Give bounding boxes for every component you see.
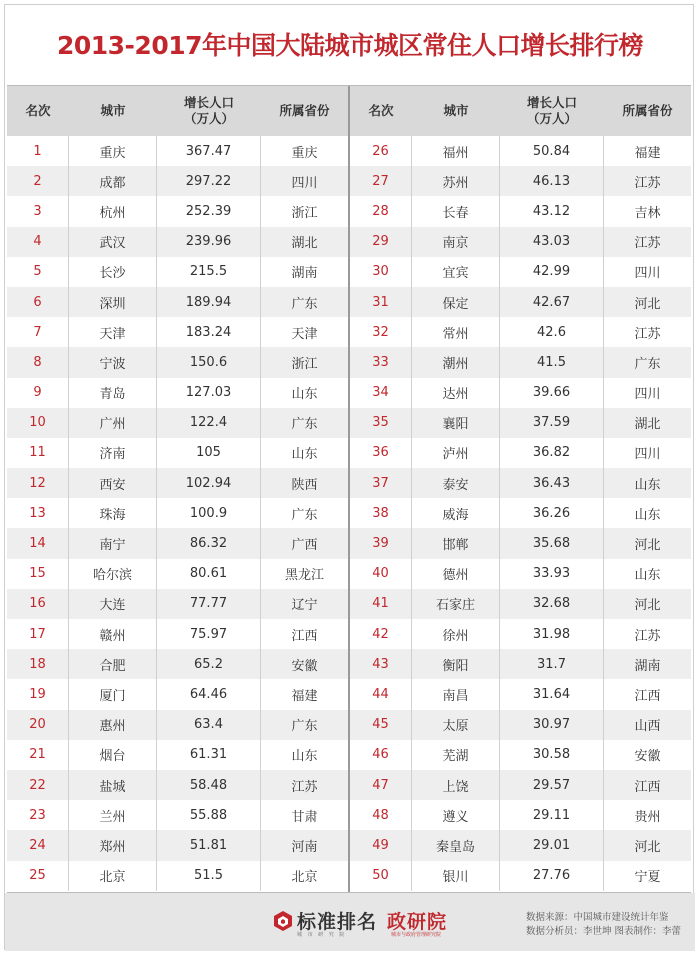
rank-cell: 42 bbox=[350, 619, 412, 649]
rank-cell: 36 bbox=[350, 438, 412, 468]
rank-cell: 49 bbox=[350, 830, 412, 860]
province-cell: 山西 bbox=[634, 719, 661, 735]
city-cell: 德州 bbox=[412, 559, 500, 589]
rank-cell: 12 bbox=[7, 468, 69, 498]
growth-cell: 239.96 bbox=[157, 227, 261, 257]
table-row bbox=[350, 287, 691, 317]
growth-cell: 63.4 bbox=[157, 710, 261, 740]
header-province: 所属省份 bbox=[279, 103, 330, 118]
table-row bbox=[7, 196, 348, 226]
table-row bbox=[7, 166, 348, 196]
header-rank: 名次 bbox=[25, 103, 51, 118]
header-growth-line1: 增长人口 bbox=[526, 95, 577, 110]
rank-cell: 44 bbox=[350, 679, 412, 709]
table-row bbox=[7, 408, 348, 438]
header-province: 所属省份 bbox=[622, 103, 673, 118]
province-cell: 山东 bbox=[634, 477, 661, 493]
growth-cell: 33.93 bbox=[500, 559, 604, 589]
rank-cell: 16 bbox=[7, 589, 69, 619]
growth-cell: 32.68 bbox=[500, 589, 604, 619]
province-cell: 河北 bbox=[634, 538, 661, 554]
rank-cell: 18 bbox=[7, 649, 69, 679]
table-row bbox=[350, 770, 691, 800]
province-cell: 山东 bbox=[634, 568, 661, 584]
city-cell: 宜宾 bbox=[412, 257, 500, 287]
province-cell: 江西 bbox=[634, 779, 661, 795]
table-row bbox=[350, 166, 691, 196]
rank-cell: 28 bbox=[350, 196, 412, 226]
table-row bbox=[350, 679, 691, 709]
growth-cell: 252.39 bbox=[157, 196, 261, 226]
province-cell: 河北 bbox=[634, 839, 661, 855]
table-row bbox=[7, 438, 348, 468]
rank-cell: 13 bbox=[7, 498, 69, 528]
table-row bbox=[350, 649, 691, 679]
growth-cell: 297.22 bbox=[157, 166, 261, 196]
rank-cell: 30 bbox=[350, 257, 412, 287]
city-cell: 潮州 bbox=[412, 347, 500, 377]
growth-cell: 29.11 bbox=[500, 800, 604, 830]
city-cell: 合肥 bbox=[69, 649, 157, 679]
province-cell: 浙江 bbox=[291, 356, 318, 372]
city-cell: 南京 bbox=[412, 227, 500, 257]
province-cell: 江苏 bbox=[634, 236, 661, 252]
province-cell: 甘肃 bbox=[291, 809, 318, 825]
rank-cell: 31 bbox=[350, 287, 412, 317]
province-cell: 湖南 bbox=[291, 266, 318, 282]
growth-cell: 61.31 bbox=[157, 740, 261, 770]
rank-cell: 10 bbox=[7, 408, 69, 438]
growth-cell: 86.32 bbox=[157, 528, 261, 558]
growth-cell: 150.6 bbox=[157, 347, 261, 377]
city-cell: 太原 bbox=[412, 710, 500, 740]
province-cell: 广东 bbox=[291, 296, 318, 312]
rank-cell: 1 bbox=[7, 136, 69, 166]
province-cell: 陕西 bbox=[291, 477, 318, 493]
table-row bbox=[350, 317, 691, 347]
growth-cell: 42.99 bbox=[500, 257, 604, 287]
city-cell: 杭州 bbox=[69, 196, 157, 226]
table-row bbox=[7, 347, 348, 377]
province-cell: 江西 bbox=[634, 688, 661, 704]
growth-cell: 36.26 bbox=[500, 498, 604, 528]
table-row bbox=[7, 589, 348, 619]
city-cell: 南昌 bbox=[412, 679, 500, 709]
table-row bbox=[7, 468, 348, 498]
province-cell: 广东 bbox=[634, 356, 661, 372]
growth-cell: 50.84 bbox=[500, 136, 604, 166]
city-cell: 襄阳 bbox=[412, 408, 500, 438]
growth-cell: 75.97 bbox=[157, 619, 261, 649]
city-cell: 芜湖 bbox=[412, 740, 500, 770]
table-row bbox=[350, 498, 691, 528]
rank-cell: 45 bbox=[350, 710, 412, 740]
growth-cell: 35.68 bbox=[500, 528, 604, 558]
city-cell: 惠州 bbox=[69, 710, 157, 740]
table-row bbox=[350, 861, 691, 891]
rank-cell: 17 bbox=[7, 619, 69, 649]
header-growth-line1: 增长人口 bbox=[183, 95, 234, 110]
growth-cell: 77.77 bbox=[157, 589, 261, 619]
rank-cell: 2 bbox=[7, 166, 69, 196]
province-cell: 山东 bbox=[291, 447, 318, 463]
table-row bbox=[350, 227, 691, 257]
city-cell: 威海 bbox=[412, 498, 500, 528]
city-cell: 泸州 bbox=[412, 438, 500, 468]
rank-cell: 21 bbox=[7, 740, 69, 770]
city-cell: 北京 bbox=[69, 861, 157, 891]
rank-cell: 43 bbox=[350, 649, 412, 679]
table-row bbox=[7, 619, 348, 649]
city-cell: 天津 bbox=[69, 317, 157, 347]
page-title: 2013-2017年中国大陆城市城区常住人口增长排行榜 bbox=[56, 31, 644, 60]
rank-cell: 11 bbox=[7, 438, 69, 468]
table-row bbox=[350, 438, 691, 468]
province-cell: 福建 bbox=[291, 688, 318, 704]
logo-subtitle-1: 城 市 研 究 院 bbox=[297, 932, 347, 938]
city-cell: 保定 bbox=[412, 287, 500, 317]
rank-cell: 20 bbox=[7, 710, 69, 740]
city-cell: 武汉 bbox=[69, 227, 157, 257]
table-row bbox=[350, 257, 691, 287]
table-row bbox=[350, 710, 691, 740]
growth-cell: 127.03 bbox=[157, 378, 261, 408]
province-cell: 贵州 bbox=[634, 809, 661, 825]
table-body-right bbox=[350, 136, 691, 891]
rank-cell: 46 bbox=[350, 740, 412, 770]
rank-cell: 3 bbox=[7, 196, 69, 226]
table-row bbox=[7, 861, 348, 891]
rank-cell: 6 bbox=[7, 287, 69, 317]
city-cell: 达州 bbox=[412, 378, 500, 408]
province-cell: 江苏 bbox=[634, 628, 661, 644]
city-cell: 上饶 bbox=[412, 770, 500, 800]
growth-cell: 51.5 bbox=[157, 861, 261, 891]
table-row bbox=[7, 679, 348, 709]
city-cell: 成都 bbox=[69, 166, 157, 196]
province-cell: 广西 bbox=[291, 538, 318, 554]
province-cell: 四川 bbox=[291, 175, 318, 191]
table-row bbox=[7, 740, 348, 770]
province-cell: 山东 bbox=[291, 749, 318, 765]
rank-cell: 27 bbox=[350, 166, 412, 196]
logo-text-zhengyanyuan: 政研院 bbox=[387, 911, 448, 933]
city-cell: 遵义 bbox=[412, 800, 500, 830]
growth-cell: 122.4 bbox=[157, 408, 261, 438]
growth-cell: 215.5 bbox=[157, 257, 261, 287]
rank-cell: 14 bbox=[7, 528, 69, 558]
growth-cell: 30.58 bbox=[500, 740, 604, 770]
rank-cell: 38 bbox=[350, 498, 412, 528]
city-cell: 苏州 bbox=[412, 166, 500, 196]
table-row bbox=[350, 347, 691, 377]
province-cell: 安徽 bbox=[634, 749, 661, 765]
growth-cell: 41.5 bbox=[500, 347, 604, 377]
growth-cell: 64.46 bbox=[157, 679, 261, 709]
province-cell: 福建 bbox=[634, 145, 661, 161]
growth-cell: 105 bbox=[157, 438, 261, 468]
province-cell: 四川 bbox=[634, 447, 661, 463]
rank-cell: 47 bbox=[350, 770, 412, 800]
rank-cell: 19 bbox=[7, 679, 69, 709]
city-cell: 宁波 bbox=[69, 347, 157, 377]
city-cell: 邯郸 bbox=[412, 528, 500, 558]
province-cell: 山东 bbox=[291, 387, 318, 403]
data-source: 数据来源：中国城市建设统计年鉴 bbox=[525, 912, 669, 923]
city-cell: 厦门 bbox=[69, 679, 157, 709]
province-cell: 四川 bbox=[634, 387, 661, 403]
province-cell: 湖北 bbox=[634, 417, 661, 433]
source-credits bbox=[526, 911, 681, 939]
city-cell: 赣州 bbox=[69, 619, 157, 649]
rank-cell: 8 bbox=[7, 347, 69, 377]
header-city: 城市 bbox=[100, 103, 126, 118]
province-cell: 黑龙江 bbox=[284, 568, 324, 584]
data-analyst: 数据分析员：李世坤 图表制作：李蕾 bbox=[525, 926, 681, 937]
table-left-half bbox=[7, 86, 348, 892]
city-cell: 徐州 bbox=[412, 619, 500, 649]
city-cell: 青岛 bbox=[69, 378, 157, 408]
growth-cell: 39.66 bbox=[500, 378, 604, 408]
ranking-table bbox=[7, 85, 691, 893]
province-cell: 江苏 bbox=[634, 326, 661, 342]
growth-cell: 42.6 bbox=[500, 317, 604, 347]
logo-text-standard-ranking: 标准排名 bbox=[297, 911, 378, 933]
table-row bbox=[350, 619, 691, 649]
table-row bbox=[350, 800, 691, 830]
rank-cell: 4 bbox=[7, 227, 69, 257]
city-cell: 盐城 bbox=[69, 770, 157, 800]
growth-cell: 36.82 bbox=[500, 438, 604, 468]
rank-cell: 37 bbox=[350, 468, 412, 498]
city-cell: 哈尔滨 bbox=[69, 559, 157, 589]
rank-cell: 41 bbox=[350, 589, 412, 619]
rank-cell: 15 bbox=[7, 559, 69, 589]
growth-cell: 30.97 bbox=[500, 710, 604, 740]
growth-cell: 367.47 bbox=[157, 136, 261, 166]
city-cell: 广州 bbox=[69, 408, 157, 438]
province-cell: 江苏 bbox=[634, 175, 661, 191]
table-row bbox=[7, 136, 348, 166]
growth-cell: 102.94 bbox=[157, 468, 261, 498]
header-rank: 名次 bbox=[368, 103, 394, 118]
growth-cell: 37.59 bbox=[500, 408, 604, 438]
table-header bbox=[350, 86, 691, 136]
province-cell: 安徽 bbox=[291, 658, 318, 674]
province-cell: 吉林 bbox=[634, 205, 661, 221]
table-row bbox=[7, 559, 348, 589]
province-cell: 湖南 bbox=[634, 658, 661, 674]
province-cell: 江苏 bbox=[291, 779, 318, 795]
growth-cell: 29.57 bbox=[500, 770, 604, 800]
province-cell: 河南 bbox=[291, 839, 318, 855]
rank-cell: 33 bbox=[350, 347, 412, 377]
table-row bbox=[350, 740, 691, 770]
province-cell: 天津 bbox=[291, 326, 318, 342]
logo-icon bbox=[273, 910, 293, 932]
growth-cell: 189.94 bbox=[157, 287, 261, 317]
city-cell: 珠海 bbox=[69, 498, 157, 528]
province-cell: 重庆 bbox=[291, 145, 318, 161]
city-cell: 济南 bbox=[69, 438, 157, 468]
province-cell: 湖北 bbox=[291, 236, 318, 252]
city-cell: 长沙 bbox=[69, 257, 157, 287]
rank-cell: 26 bbox=[350, 136, 412, 166]
table-row bbox=[7, 830, 348, 860]
rank-cell: 40 bbox=[350, 559, 412, 589]
rank-cell: 7 bbox=[7, 317, 69, 347]
rank-cell: 24 bbox=[7, 830, 69, 860]
rank-cell: 35 bbox=[350, 408, 412, 438]
city-cell: 泰安 bbox=[412, 468, 500, 498]
rank-cell: 22 bbox=[7, 770, 69, 800]
ranking-poster bbox=[4, 4, 694, 950]
rank-cell: 9 bbox=[7, 378, 69, 408]
table-row bbox=[7, 317, 348, 347]
growth-cell: 46.13 bbox=[500, 166, 604, 196]
table-row bbox=[350, 136, 691, 166]
city-cell: 兰州 bbox=[69, 800, 157, 830]
city-cell: 深圳 bbox=[69, 287, 157, 317]
province-cell: 宁夏 bbox=[634, 870, 661, 886]
footer bbox=[5, 893, 695, 951]
province-cell: 四川 bbox=[634, 266, 661, 282]
rank-cell: 23 bbox=[7, 800, 69, 830]
city-cell: 福州 bbox=[412, 136, 500, 166]
growth-cell: 58.48 bbox=[157, 770, 261, 800]
city-cell: 石家庄 bbox=[412, 589, 500, 619]
header-city: 城市 bbox=[443, 103, 469, 118]
province-cell: 江西 bbox=[291, 628, 318, 644]
rank-cell: 34 bbox=[350, 378, 412, 408]
table-row bbox=[350, 589, 691, 619]
province-cell: 浙江 bbox=[291, 205, 318, 221]
province-cell: 河北 bbox=[634, 296, 661, 312]
rank-cell: 50 bbox=[350, 861, 412, 891]
growth-cell: 80.61 bbox=[157, 559, 261, 589]
province-cell: 山东 bbox=[634, 507, 661, 523]
growth-cell: 55.88 bbox=[157, 800, 261, 830]
table-row bbox=[7, 770, 348, 800]
city-cell: 西安 bbox=[69, 468, 157, 498]
table-header bbox=[7, 86, 348, 136]
rank-cell: 48 bbox=[350, 800, 412, 830]
table-row bbox=[350, 408, 691, 438]
header-growth-line2: （万人） bbox=[183, 111, 234, 126]
province-cell: 广东 bbox=[291, 719, 318, 735]
rank-cell: 29 bbox=[350, 227, 412, 257]
table-body-left bbox=[7, 136, 348, 891]
city-cell: 大连 bbox=[69, 589, 157, 619]
table-row bbox=[350, 528, 691, 558]
city-cell: 郑州 bbox=[69, 830, 157, 860]
growth-cell: 42.67 bbox=[500, 287, 604, 317]
logo-group bbox=[273, 907, 448, 938]
rank-cell: 5 bbox=[7, 257, 69, 287]
city-cell: 衡阳 bbox=[412, 649, 500, 679]
growth-cell: 100.9 bbox=[157, 498, 261, 528]
growth-cell: 29.01 bbox=[500, 830, 604, 860]
province-cell: 北京 bbox=[291, 870, 318, 886]
header-growth bbox=[157, 86, 261, 136]
table-row bbox=[7, 528, 348, 558]
table-row bbox=[350, 830, 691, 860]
growth-cell: 43.12 bbox=[500, 196, 604, 226]
table-row bbox=[7, 498, 348, 528]
table-row bbox=[350, 468, 691, 498]
table-right-half bbox=[350, 86, 691, 892]
table-row bbox=[350, 559, 691, 589]
table-row bbox=[350, 196, 691, 226]
logo-subtitle-2: 城市与政府管理研究院 bbox=[391, 932, 442, 938]
growth-cell: 31.98 bbox=[500, 619, 604, 649]
province-cell: 广东 bbox=[291, 417, 318, 433]
table-row bbox=[7, 287, 348, 317]
header-growth bbox=[500, 86, 604, 136]
city-cell: 银川 bbox=[412, 861, 500, 891]
province-cell: 辽宁 bbox=[291, 598, 318, 614]
growth-cell: 31.7 bbox=[500, 649, 604, 679]
table-row bbox=[7, 257, 348, 287]
table-row bbox=[7, 378, 348, 408]
city-cell: 烟台 bbox=[69, 740, 157, 770]
province-cell: 河北 bbox=[634, 598, 661, 614]
table-row bbox=[7, 800, 348, 830]
city-cell: 秦皇岛 bbox=[412, 830, 500, 860]
growth-cell: 65.2 bbox=[157, 649, 261, 679]
city-cell: 长春 bbox=[412, 196, 500, 226]
growth-cell: 36.43 bbox=[500, 468, 604, 498]
rank-cell: 39 bbox=[350, 528, 412, 558]
table-row bbox=[7, 227, 348, 257]
table-row bbox=[350, 378, 691, 408]
city-cell: 重庆 bbox=[69, 136, 157, 166]
city-cell: 南宁 bbox=[69, 528, 157, 558]
table-row bbox=[7, 649, 348, 679]
rank-cell: 32 bbox=[350, 317, 412, 347]
rank-cell: 25 bbox=[7, 861, 69, 891]
growth-cell: 31.64 bbox=[500, 679, 604, 709]
growth-cell: 183.24 bbox=[157, 317, 261, 347]
growth-cell: 27.76 bbox=[500, 861, 604, 891]
city-cell: 常州 bbox=[412, 317, 500, 347]
growth-cell: 43.03 bbox=[500, 227, 604, 257]
province-cell: 广东 bbox=[291, 507, 318, 523]
growth-cell: 51.81 bbox=[157, 830, 261, 860]
header-growth-line2: （万人） bbox=[526, 111, 577, 126]
table-row bbox=[7, 710, 348, 740]
